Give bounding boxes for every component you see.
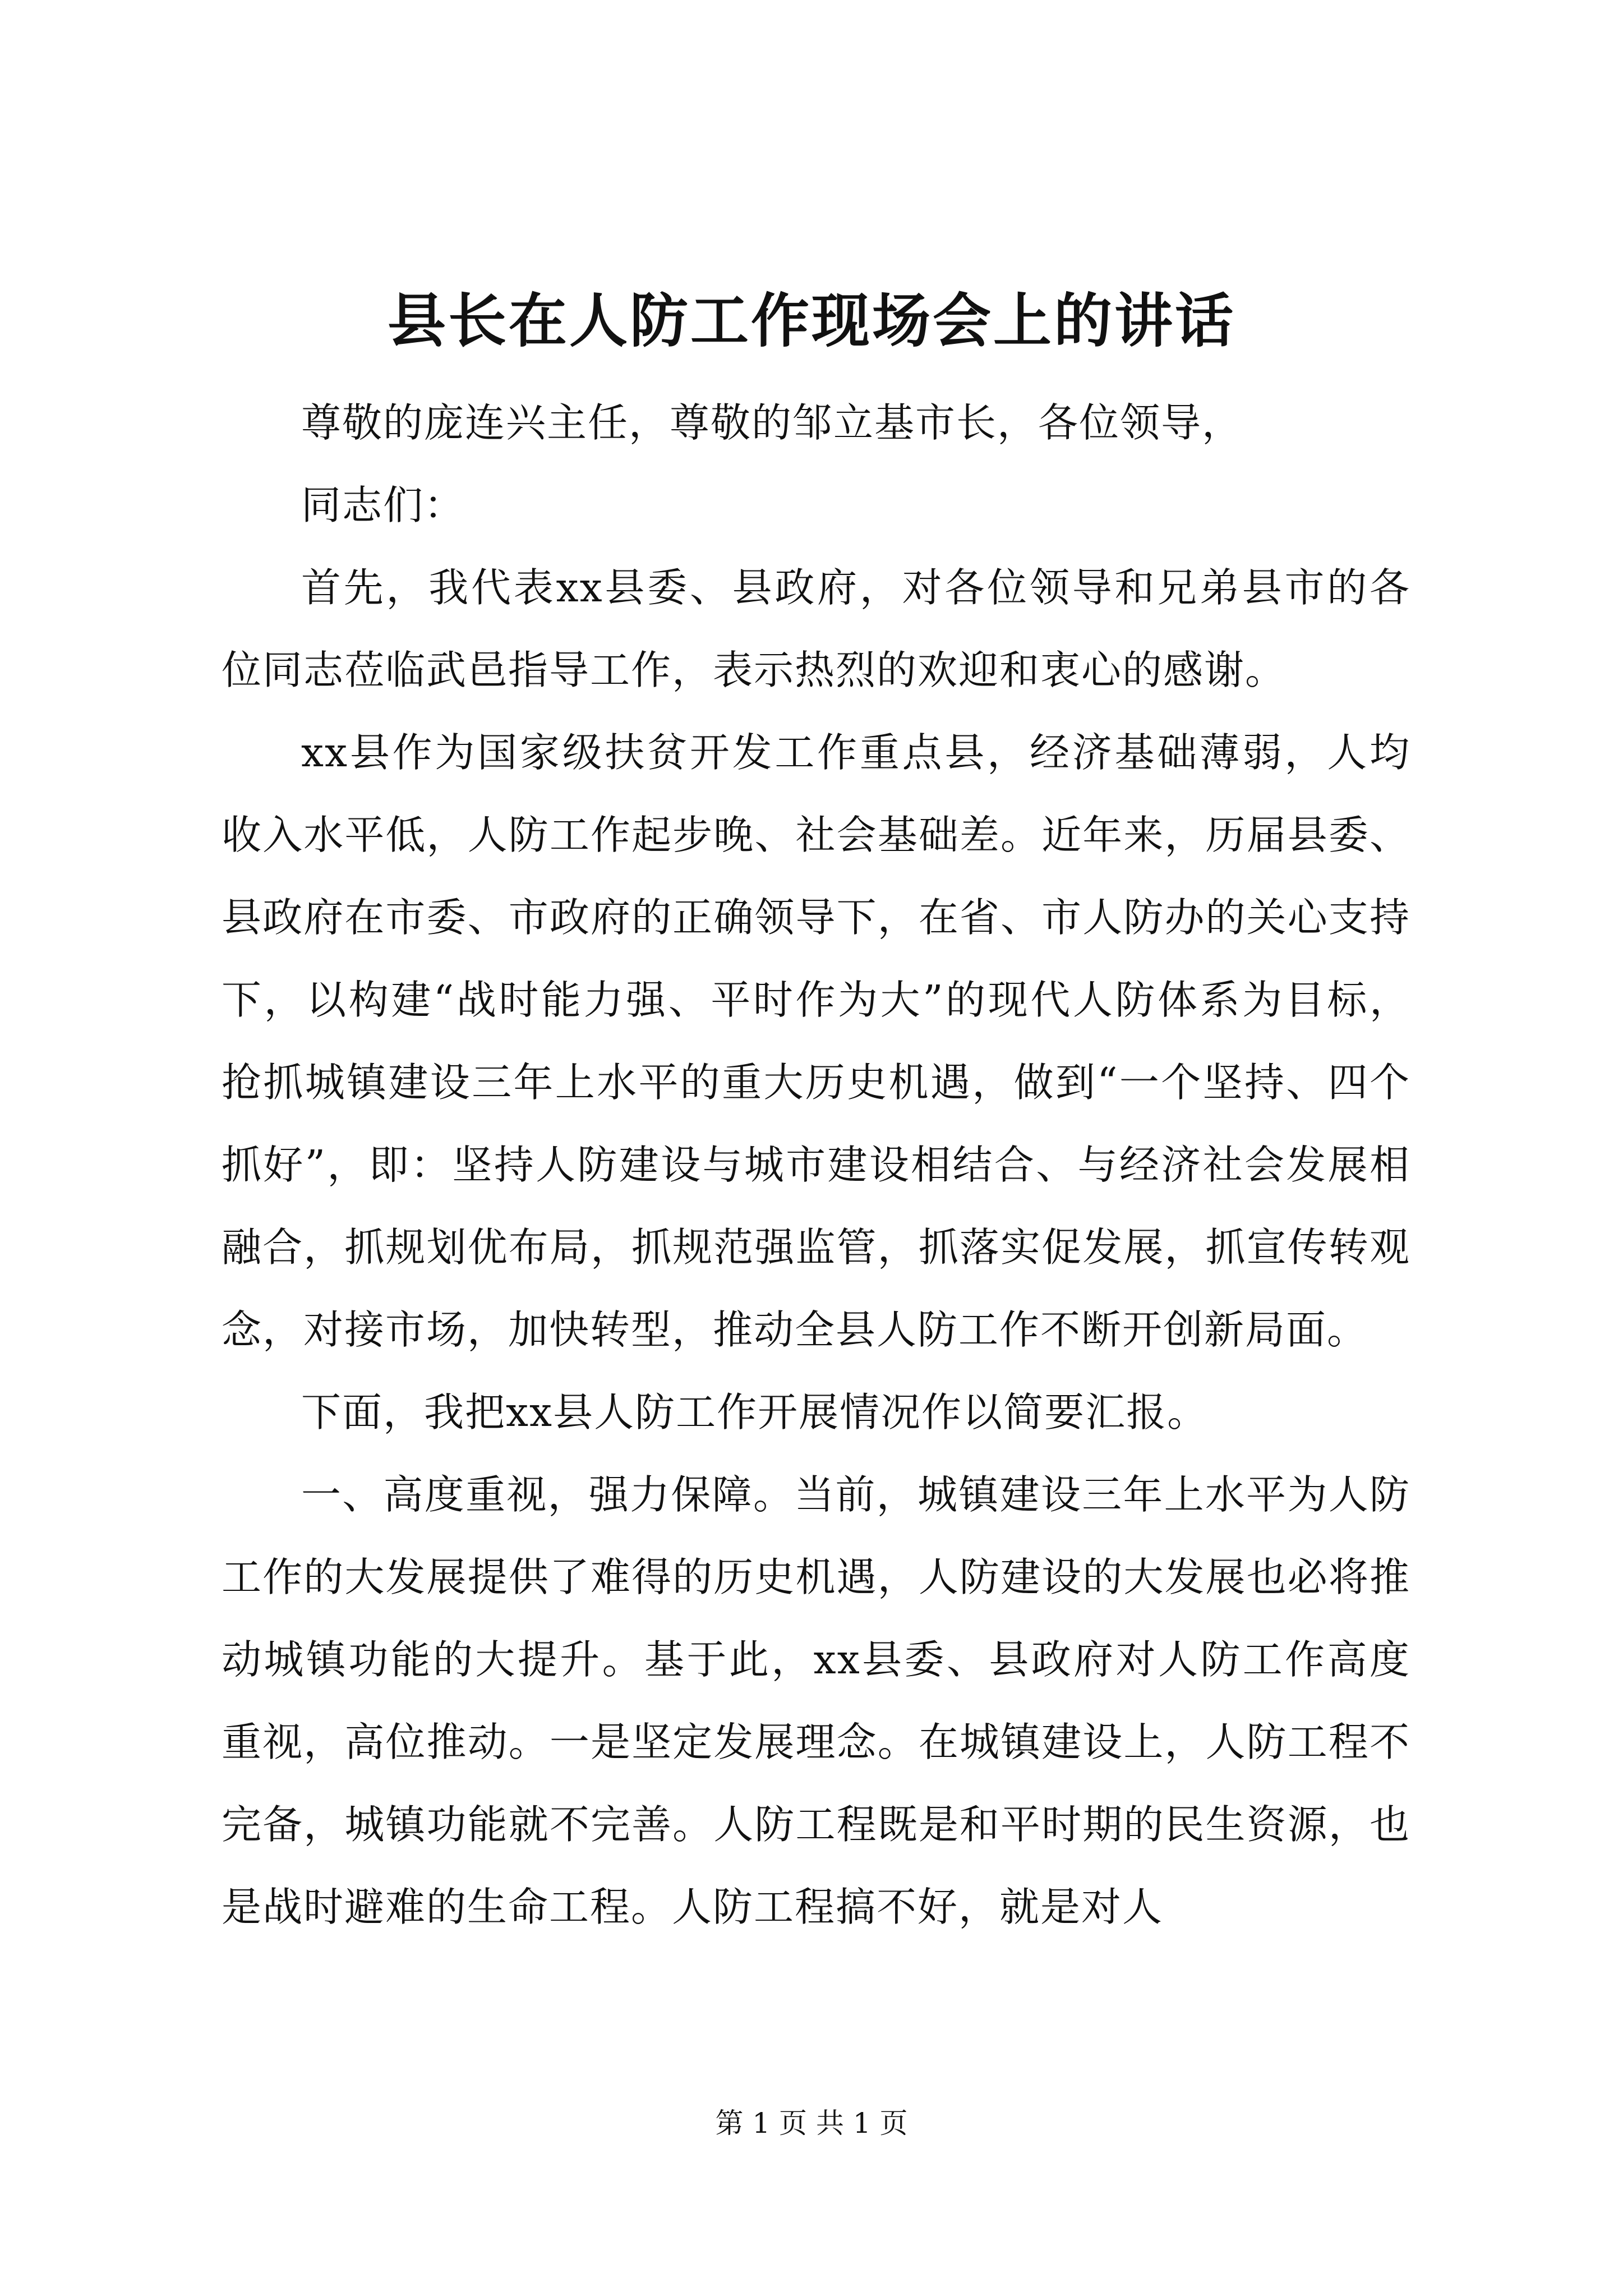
document-title: 县长在人防工作现场会上的讲话	[387, 286, 1235, 355]
paragraph-salutation: 尊敬的庞连兴主任，尊敬的邹立基市长，各位领导，	[301, 399, 1243, 446]
paragraph-overview: xx县作为国家级扶贫开发工作重点县，经济基础薄弱，人均收入水平低，人防工作起步晚、社会基础差。近年来，历届县委、县政府在市委、市政府的正确领导下，在省、市人防办的关心支持下，以构建“战时能力强、平时作为大”的现代人防体系为目标，抢抓城镇建设三年上水平的重大历史机遇，做到“一个坚持、四个抓好”，即：坚持人防建设与城市建设相结合、与经济社会发展相融合，抓规划优布局，抓规范强监管，抓落实促发展，抓宣传转观念，对接市场，加快转型，推动全县人防工作不断开创新局面。	[222, 729, 1410, 1353]
document-body	[222, 381, 1410, 1948]
paragraph-section-one: 一、高度重视，强力保障。当前，城镇建设三年上水平为人防工作的大发展提供了难得的历史机遇，人防建设的大发展也必将推动城镇功能的大提升。基于此，xx县委、县政府对人防工作高度重视，高位推动。一是坚定发展理念。在城镇建设上，人防工程不完备，城镇功能就不完善。人防工程既是和平时期的民生资源，也是战时避难的生命工程。人防工程搞不好，就是对人	[222, 1471, 1410, 1930]
page-footer: 第 1 页 共 1 页	[715, 2107, 908, 2139]
paragraph-report-intro: 下面，我把xx县人防工作开展情况作以简要汇报。	[301, 1389, 1209, 1435]
paragraph-comrades: 同志们：	[301, 482, 465, 528]
paragraph-welcome: 首先，我代表xx县委、县政府，对各位领导和兄弟县市的各位同志莅临武邑指导工作，表示热烈的欢迎和衷心的感谢。	[222, 564, 1410, 693]
